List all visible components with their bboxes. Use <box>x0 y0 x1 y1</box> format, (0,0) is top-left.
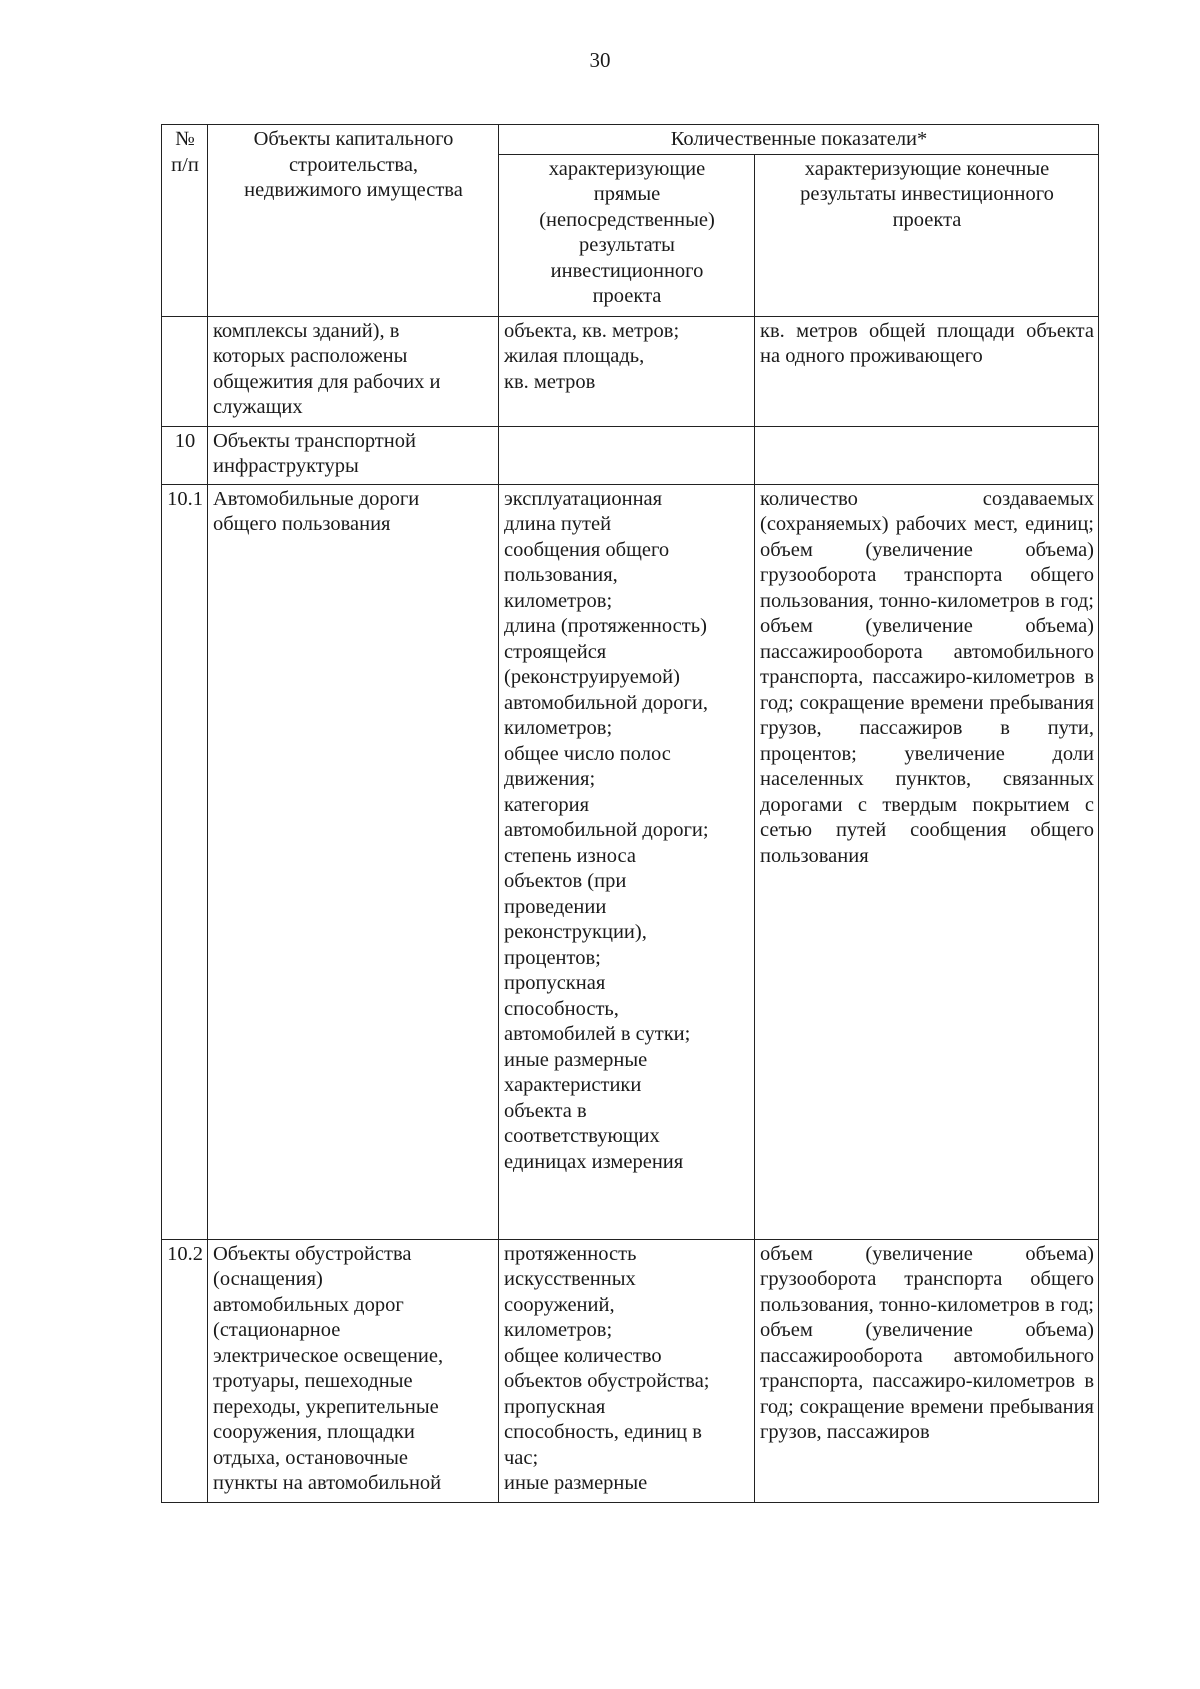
header-object: Объекты капитального строительства, недвижимого имущества <box>208 125 499 317</box>
header-row <box>162 125 1099 155</box>
row-final: кв. метров общей площади объекта на одного проживающего <box>755 316 1099 426</box>
row-direct: эксплуатационная длина путей сообщения общего пользования, километров; длина (протяженность) строящейся (реконструируемой) автомобильной дороги, километров; общее число полос движения; категория автомобильной дороги; степень износа объектов (при проведении реконструкции), процентов; пропускная способность, автомобилей в сутки; иные размерные характеристики объекта в соответствующих единицах измерения <box>499 484 755 1239</box>
header-final: характеризующие конечные результаты инвестиционного проекта <box>755 154 1099 316</box>
row-final: объем (увеличение объема) грузооборота транспорта общего пользования, тонно-километров в год; объем (увеличение объема) пассажирооборота автомобильного транспорта, пассажиро-километров в год; сокращение времени пребывания грузов, пассажиров <box>755 1239 1099 1502</box>
row-direct <box>499 426 755 484</box>
row-direct: объекта, кв. метров; жилая площадь, кв. метров <box>499 316 755 426</box>
header-indicators: Количественные показатели* <box>499 125 1099 155</box>
header-direct: характеризующие прямые (непосредственные) результаты инвестиционного проекта <box>499 154 755 316</box>
row-final: количество создаваемых (сохраняемых) рабочих мест, единиц; объем (увеличение объема) грузооборота транспорта общего пользования, тонно-километров в год; объем (увеличение объема) пассажирооборота автомобильного транспорта, пассажиро-километров в год; сокращение времени пребывания грузов, пассажиров в пути, процентов; увеличение доли населенных пунктов, связанных дорогами с твердым покрытием с сетью путей сообщения общего пользования <box>755 484 1099 1239</box>
table-row <box>162 1239 1099 1502</box>
page-number: 30 <box>589 48 611 72</box>
row-num: 10.1 <box>162 484 208 1239</box>
table-row <box>162 426 1099 484</box>
row-num: 10 <box>162 426 208 484</box>
row-num: 10.2 <box>162 1239 208 1502</box>
row-object: Объекты обустройства (оснащения) автомобильных дорог (стационарное электрическое освещение, тротуары, пешеходные переходы, укрепительные сооружения, площадки отдыха, остановочные пункты на автомобильной <box>208 1239 499 1502</box>
row-direct: протяженность искусственных сооружений, километров; общее количество объектов обустройства; пропускная способность, единиц в час; иные размерные <box>499 1239 755 1502</box>
table-row <box>162 316 1099 426</box>
row-object: Объекты транспортной инфраструктуры <box>208 426 499 484</box>
row-num <box>162 316 208 426</box>
header-num: № п/п <box>162 125 208 317</box>
table-row <box>162 484 1099 1239</box>
row-final <box>755 426 1099 484</box>
indicators-table <box>161 124 1099 1503</box>
row-object: Автомобильные дороги общего пользования <box>208 484 499 1239</box>
row-object: комплексы зданий), в которых расположены общежития для рабочих и служащих <box>208 316 499 426</box>
